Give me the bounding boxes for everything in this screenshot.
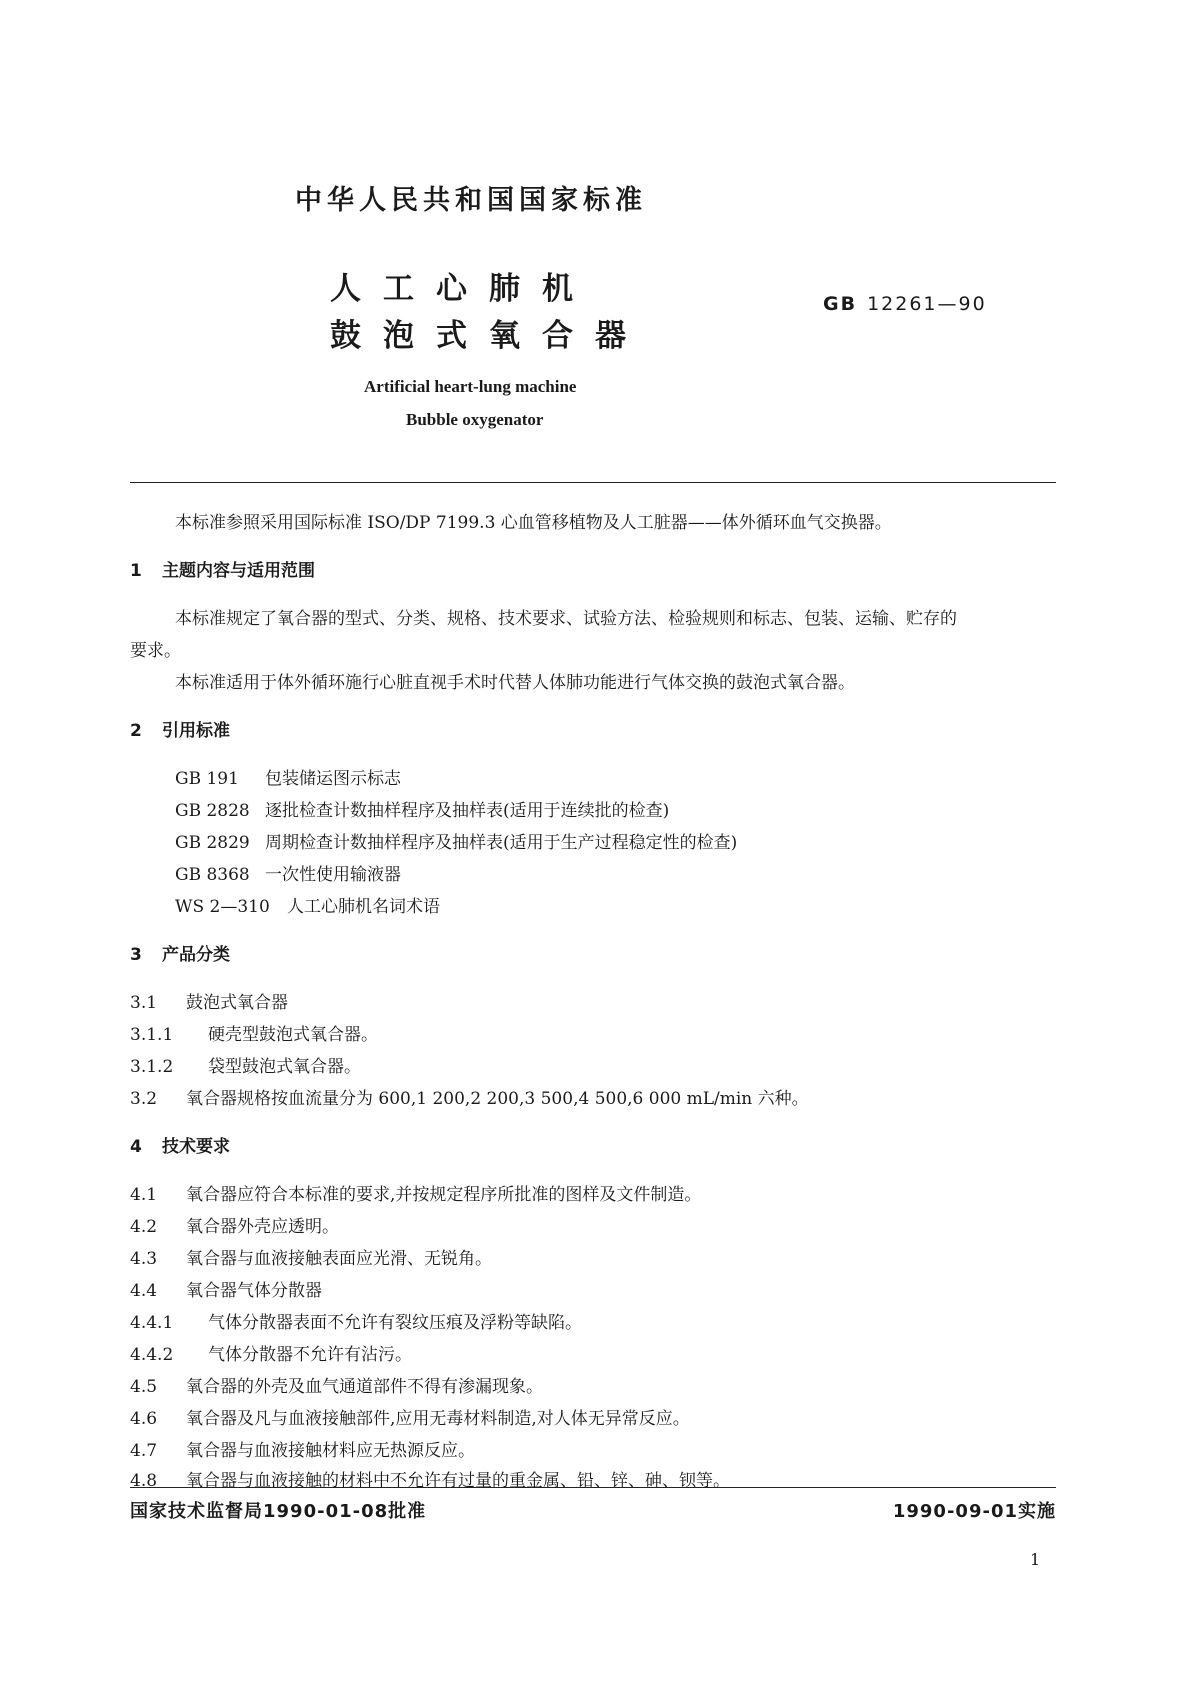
clause-item [130,1436,475,1461]
clause-text: 气体分散器不允许有沾污。 [208,1345,412,1365]
section-title: 产品分类 [162,945,230,965]
clause-number: 4.7 [130,1441,158,1461]
clause-item [130,1180,701,1205]
clause-number: 4.4 [130,1281,158,1301]
section-number: 3 [130,945,142,965]
clause-item [130,1084,809,1109]
section-number: 2 [130,721,142,741]
clause-item [130,1212,339,1237]
clause-item [130,1340,412,1365]
clause-text: 气体分散器表面不允许有裂纹压痕及浮粉等缺陷。 [208,1313,582,1333]
effective-date-line: 1990-09-01实施 [892,1501,1056,1522]
clause-text: 袋型鼓泡式氧合器。 [208,1057,361,1077]
clause-text: 氧合器与血液接触材料应无热源反应。 [186,1441,475,1461]
section-title: 主题内容与适用范围 [162,561,315,581]
clause-item [130,988,288,1013]
section-number: 1 [130,561,142,581]
clause-number: 4.6 [130,1409,158,1429]
clause-text: 氧合器外壳应透明。 [186,1217,339,1237]
reference-title: 周期检查计数抽样程序及抽样表(适用于生产过程稳定性的检查) [265,833,738,853]
clause-number: 3.2 [130,1089,158,1109]
clause-number: 4.3 [130,1249,158,1269]
clause-item [130,1020,378,1045]
standard-code: 12261—90 [867,293,987,315]
reference-title: 人工心肺机名词术语 [287,897,440,917]
clause-text: 氧合器规格按血流量分为 600,1 200,2 200,3 500,4 500,6 000 mL/min 六种。 [186,1089,809,1109]
reference-item [175,892,440,917]
reference-code: GB 8368 [175,865,250,885]
section-title: 引用标准 [162,721,230,741]
reference-item [175,764,401,789]
approval-line: 国家技术监督局1990-01-08批准 [130,1501,427,1522]
section-3-heading [130,940,230,965]
reference-code: GB 2829 [175,833,250,853]
clause-item [130,1276,322,1301]
clause-text: 氧合器应符合本标准的要求,并按规定程序所批准的图样及文件制造。 [186,1185,702,1205]
section-1-para-1-line-1: 本标准规定了氧合器的型式、分类、规格、技术要求、试验方法、检验规则和标志、包装、运输、贮存的 [175,609,957,629]
reference-code: GB 2828 [175,801,250,821]
intro-paragraph: 本标准参照采用国际标准 ISO/DP 7199.3 心血管移植物及人工脏器——体外循环血气交换器。 [175,513,892,533]
clause-item [130,1308,582,1333]
chinese-title-line-2: 鼓泡式氧合器 [330,318,648,354]
standard-prefix: GB [823,293,858,315]
section-2-heading [130,716,230,741]
chinese-title-line-1: 人工心肺机 [330,271,595,307]
header-divider [130,482,1056,483]
section-1-para-1-line-2: 要求。 [130,641,181,661]
clause-number: 4.2 [130,1217,158,1237]
section-title: 技术要求 [162,1137,230,1157]
clause-text: 氧合器及凡与血液接触部件,应用无毒材料制造,对人体无异常反应。 [186,1409,690,1429]
standard-number [823,293,987,315]
clause-text: 氧合器气体分散器 [186,1281,322,1301]
reference-title: 逐批检查计数抽样程序及抽样表(适用于连续批的检查) [265,801,670,821]
section-1-para-2: 本标准适用于体外循环施行心脏直视手术时代替人体肺功能进行气体交换的鼓泡式氧合器。 [175,673,855,693]
clause-number: 4.4.1 [130,1313,174,1333]
clause-item [130,1372,543,1397]
clause-number: 4.4.2 [130,1345,174,1365]
reference-code: GB 191 [175,769,239,789]
clause-text: 氧合器与血液接触表面应光滑、无锐角。 [186,1249,492,1269]
section-1-heading [130,556,315,581]
clause-number: 4.1 [130,1185,158,1205]
clause-text: 氧合器与血液接触的材料中不允许有过量的重金属、铅、锌、砷、钡等。 [186,1471,730,1491]
clause-text: 氧合器的外壳及血气通道部件不得有渗漏现象。 [186,1377,543,1397]
clause-number: 4.5 [130,1377,158,1397]
reference-title: 包装储运图示标志 [265,769,401,789]
clause-number: 3.1.2 [130,1057,174,1077]
clause-number: 3.1.1 [130,1025,174,1045]
national-standard-title: 中华人民共和国国家标准 [295,185,647,216]
clause-text: 硬壳型鼓泡式氧合器。 [208,1025,378,1045]
clause-item [130,1244,492,1269]
clause-item [130,1404,690,1429]
reference-item [175,828,737,853]
reference-title: 一次性使用输液器 [265,865,401,885]
english-title-line-2: Bubble oxygenator [406,410,544,429]
reference-code: WS 2—310 [175,897,270,917]
clause-text: 鼓泡式氧合器 [186,993,288,1013]
reference-item [175,796,669,821]
footer-divider [130,1487,1056,1488]
page-number: 1 [1030,1550,1041,1569]
clause-number: 4.8 [130,1471,158,1491]
clause-number: 3.1 [130,993,158,1013]
clause-item [130,1052,361,1077]
reference-item [175,860,401,885]
section-4-heading [130,1132,230,1157]
english-title-line-1: Artificial heart-lung machine [364,377,577,396]
section-number: 4 [130,1137,142,1157]
